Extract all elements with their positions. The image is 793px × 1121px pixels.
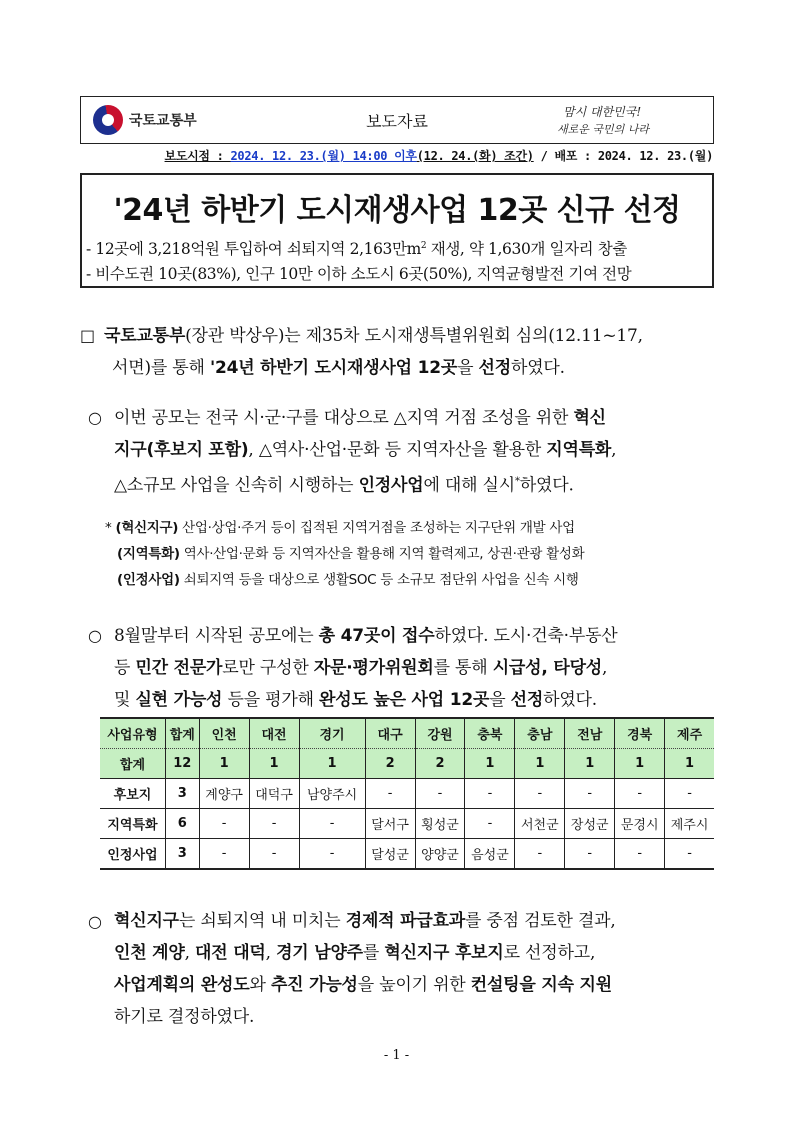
table-cell: - [565, 779, 615, 809]
p2-l1a: 이번 공모는 전국 시·군·구를 대상으로 △지역 거점 조성을 위한 [114, 408, 574, 428]
footnotes [105, 515, 584, 593]
p4-l2a: 인천 계양 [114, 943, 185, 963]
paragraph-2-line2 [114, 434, 616, 466]
table-cell: 3 [165, 779, 199, 809]
paragraph-3-line3 [114, 684, 618, 716]
table-row [100, 809, 714, 839]
table-cell: 제주시 [665, 809, 714, 839]
slogan-line2: 새로운 국민의 나라 [557, 123, 650, 136]
p3-l3e: 을 [489, 690, 511, 710]
table-header-cell: 인천 [199, 718, 249, 749]
table-cell: 달서구 [365, 809, 415, 839]
p3-l3a: 및 [114, 690, 136, 710]
slogan-line1: 맘시 대한민국! [563, 105, 642, 119]
table-total-cell: 1 [199, 749, 249, 779]
p2-l3e: 하였다. [519, 475, 574, 496]
title-box [80, 173, 714, 288]
p4-l1d: 를 중점 검토한 결과, [465, 911, 616, 931]
slogan-signature [553, 101, 703, 139]
release-label: 보도시점 : [164, 149, 231, 163]
p1-l2a: 서면)를 통해 [112, 358, 210, 378]
table-total-cell: 1 [299, 749, 365, 779]
table-row [100, 779, 714, 809]
table-cell: - [299, 809, 365, 839]
table-header-cell: 강원 [415, 718, 465, 749]
doc-type: 보도자료 [366, 112, 428, 131]
subtitle-1-tail: 재생, 약 1,630개 일자리 창출 [426, 240, 627, 258]
paragraph-1 [104, 320, 643, 384]
table-cell: - [665, 779, 714, 809]
table-total-cell: 1 [665, 749, 714, 779]
table-cell: - [365, 779, 415, 809]
table-header-cell: 대전 [249, 718, 299, 749]
footnote-3-text: 쇠퇴지역 등을 대상으로 생활SOC 등 소규모 점단위 사업을 신속 시행 [179, 572, 579, 588]
p4-l3c: 추진 가능성 [270, 975, 358, 995]
subtitle-2: - 비수도권 10곳(83%), 인구 10만 이하 소도시 6곳(50%), 지역균형발전 기여 전망 [86, 265, 632, 283]
table-header-cell: 제주 [665, 718, 714, 749]
p1-l2b: '24년 하반기 도시재생사업 12곳 [209, 358, 458, 378]
p2-l3c: 에 대해 실시 [423, 475, 515, 496]
p1-l2e: 하였다. [510, 358, 565, 378]
p4-l2c: 대전 대덕 [195, 943, 266, 963]
table-total-cell: 12 [165, 749, 199, 779]
p2-l2d: , [611, 440, 617, 460]
p4-l2g: 혁신지구 후보지 [384, 943, 504, 963]
table-total-cell: 1 [465, 749, 515, 779]
p4-l2e: 경기 남양주 [276, 943, 363, 963]
table-cell: 6 [165, 809, 199, 839]
p4-l2b: , [184, 943, 196, 963]
table-cell: - [615, 839, 665, 870]
table-header-row [100, 718, 714, 749]
circle-bullet-icon: ○ [88, 408, 102, 427]
p3-l3d: 완성도 높은 사업 12곳 [319, 690, 490, 710]
p1-l2d: 선정 [478, 358, 511, 378]
table-cell: - [615, 779, 665, 809]
p1-l1b: (장관 박상우)는 제35차 도시재생특별위원회 심의(12.11~17, [185, 326, 643, 346]
paragraph-4-line2 [114, 937, 616, 969]
paragraph-1-line2 [112, 352, 643, 384]
p3-l2f: 시급성, 타당성 [492, 658, 603, 678]
paragraph-4 [114, 905, 616, 1033]
p3-l2e: 를 통해 [433, 658, 493, 678]
p3-l1c: 하였다. 도시·건축·부동산 [434, 626, 618, 646]
table-header-cell: 대구 [365, 718, 415, 749]
p3-l1b: 총 47곳이 접수 [318, 626, 435, 646]
footnote-2 [117, 541, 584, 567]
table-row-label: 후보지 [100, 779, 165, 809]
paragraph-3-line1 [114, 620, 618, 652]
page-title: '24년 하반기 도시재생사업 12곳 신규 선정 [113, 193, 681, 228]
footnote-1-label: (혁신지구) [115, 520, 179, 536]
table-cell: 남양주시 [299, 779, 365, 809]
table-cell: - [565, 839, 615, 870]
p1-ministry: 국토교통부 [104, 326, 186, 346]
table-header-cell: 경기 [299, 718, 365, 749]
table-row [100, 839, 714, 870]
p3-l3f: 선정 [510, 690, 544, 710]
p4-l3b: 와 [249, 975, 271, 995]
table-header-cell: 합계 [165, 718, 199, 749]
table-total-cell: 1 [615, 749, 665, 779]
p2-l2b: , △역사·산업·문화 등 지역자산을 활용한 [248, 440, 547, 460]
p4-l1a: 혁신지구 [114, 911, 179, 931]
p4-l3d: 을 높이기 위한 [357, 975, 471, 995]
circle-bullet-icon: ○ [88, 912, 102, 931]
table-total-cell: 2 [415, 749, 465, 779]
table-cell: - [465, 779, 515, 809]
table-total-cell: 1 [565, 749, 615, 779]
p3-l1a: 8월말부터 시작된 공모에는 [114, 626, 319, 646]
paragraph-3-line2 [114, 652, 618, 684]
table-header-cell: 전남 [565, 718, 615, 749]
table-total-cell: 1 [515, 749, 565, 779]
table-cell: - [199, 839, 249, 870]
page-number: - 1 - [383, 1048, 410, 1063]
distribute-info: / 배포 : 2024. 12. 23.(월) [533, 149, 713, 163]
release-info [165, 147, 713, 164]
table-cell: 음성군 [465, 839, 515, 870]
table-cell: 계양구 [199, 779, 249, 809]
p4-l1b: 는 쇠퇴지역 내 미치는 [178, 911, 346, 931]
paragraph-2-line3 [114, 466, 616, 502]
table-cell: 대덕구 [249, 779, 299, 809]
footnote-2-label: (지역특화) [117, 546, 180, 562]
p4-l2d: , [265, 943, 277, 963]
paragraph-4-line4: 하기로 결정하였다. [114, 1007, 255, 1027]
footnote-1-text: 산업·상업·주거 등이 집적된 지역거점을 조성하는 지구단위 개발 사업 [178, 520, 575, 536]
p2-l3d: * [515, 476, 520, 487]
table-total-cell: 합계 [100, 749, 165, 779]
table-cell: - [415, 779, 465, 809]
table-row-label: 지역특화 [100, 809, 165, 839]
p3-l2d: 자문·평가위원회 [313, 658, 434, 678]
selection-table [100, 717, 714, 870]
footnote-3 [117, 567, 584, 593]
footnote-2-text: 역사·산업·문화 등 지역자산을 활용해 지역 활력제고, 상권·관광 활성화 [179, 546, 585, 562]
subtitle-1-sup: 2 [420, 240, 427, 251]
p1-l2c: 을 [457, 358, 479, 378]
table-cell: - [515, 839, 565, 870]
table-cell: 서천군 [515, 809, 565, 839]
paragraph-1-line1 [104, 320, 643, 352]
p4-l3e: 컨설팅을 지속 지원 [470, 975, 612, 995]
subtitle-1 [86, 237, 627, 259]
table-cell: - [249, 839, 299, 870]
p3-l2b: 민간 전문가 [135, 658, 223, 678]
table-row-label: 인정사업 [100, 839, 165, 870]
table-cell: 장성군 [565, 809, 615, 839]
table-cell: - [515, 779, 565, 809]
p4-l2f: 를 [362, 943, 385, 963]
footnote-3-label: (인정사업) [117, 572, 180, 588]
paragraph-4-line1 [114, 905, 616, 937]
paragraph-2 [114, 402, 616, 502]
table-header-cell: 경북 [615, 718, 665, 749]
paragraph-2-line1 [114, 402, 616, 434]
ministry-name: 국토교통부 [129, 113, 197, 129]
table-cell: - [665, 839, 714, 870]
press-header [80, 96, 714, 144]
paragraph-4-line3 [114, 969, 616, 1001]
subtitle-1-text: - 12곳에 3,218억원 투입하여 쇠퇴지역 2,163만m [86, 240, 421, 258]
paragraph-3 [114, 620, 618, 716]
table-header-cell: 사업유형 [100, 718, 165, 749]
p2-l1b: 혁신 [573, 408, 606, 428]
table-cell: - [465, 809, 515, 839]
table-cell: 달성군 [365, 839, 415, 870]
p3-l3g: 하였다. [543, 690, 597, 710]
p3-l2a: 등 [114, 658, 136, 678]
release-paper: (12. 24.(화) 조간) [416, 149, 534, 163]
table-cell: 양양군 [415, 839, 465, 870]
p2-l3b: 인정사업 [358, 475, 424, 496]
table-cell: - [199, 809, 249, 839]
circle-bullet-icon: ○ [88, 626, 102, 645]
table-cell: - [299, 839, 365, 870]
p2-l2c: 지역특화 [546, 440, 612, 460]
table-cell: 3 [165, 839, 199, 870]
table-cell: - [249, 809, 299, 839]
table-header-cell: 충남 [515, 718, 565, 749]
p2-l3a: △소규모 사업을 신속히 시행하는 [114, 475, 359, 496]
table-total-cell: 2 [365, 749, 415, 779]
table-total-cell: 1 [249, 749, 299, 779]
release-time: 2024. 12. 23.(월) 14:00 이후 [230, 149, 417, 163]
table-cell: 횡성군 [415, 809, 465, 839]
square-bullet-icon: □ [80, 326, 96, 345]
table-total-row [100, 749, 714, 779]
p4-l1c: 경제적 파급효과 [345, 911, 465, 931]
table-cell: 문경시 [615, 809, 665, 839]
p3-l3b: 실현 가능성 [135, 690, 223, 710]
footnote-1 [105, 515, 584, 541]
p4-l2h: 로 선정하고, [503, 943, 596, 963]
p4-l3a: 사업계획의 완성도 [114, 975, 250, 995]
p3-l3c: 등을 평가해 [222, 690, 320, 710]
footnote-star: * [105, 520, 116, 536]
table-header-cell: 충북 [465, 718, 515, 749]
p2-l2a: 지구(후보지 포함) [114, 440, 249, 460]
p3-l2c: 로만 구성한 [222, 658, 314, 678]
p3-l2g: , [602, 658, 608, 678]
